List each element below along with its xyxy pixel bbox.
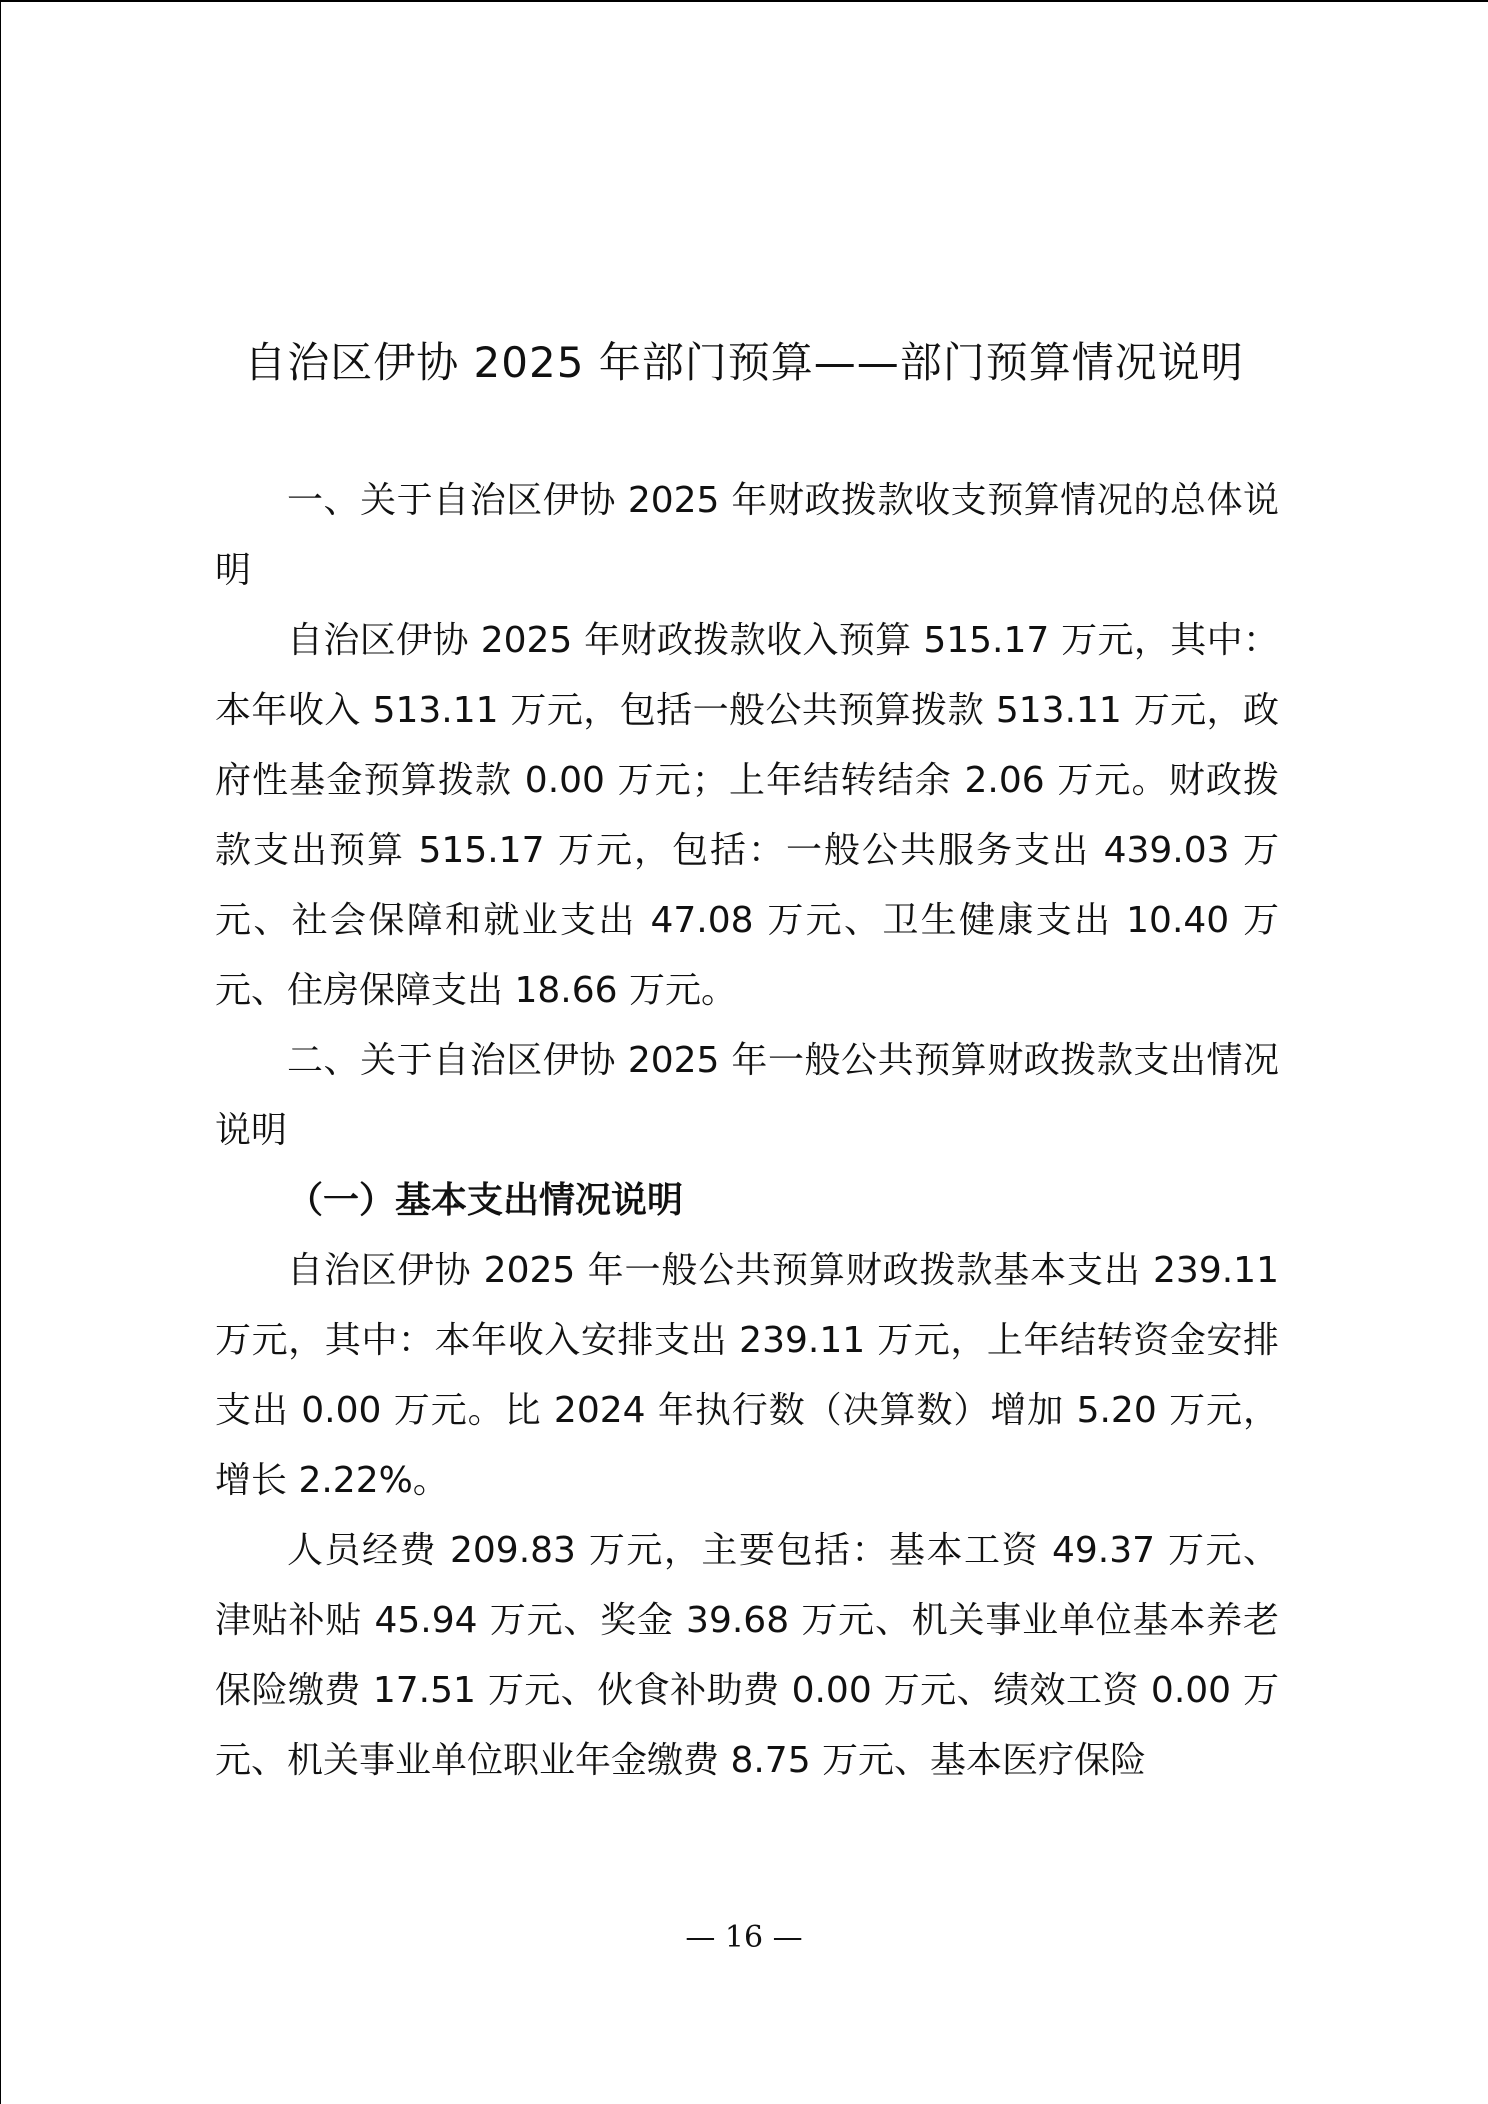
paragraph-basic-expenditure: 自治区伊协 2025 年一般公共预算财政拨款基本支出 239.11 万元，其中：本年收入安排支出 239.11 万元，上年结转资金安排支出 0.00 万元。比 2024 年执行数（决算数）增加 5.20 万元，增长 2.22%。 bbox=[215, 1250, 1279, 1501]
page-title: 自治区伊协 2025 年部门预算——部门预算情况说明 bbox=[244, 338, 1244, 387]
document-body bbox=[215, 466, 1279, 1796]
section-heading-one: 一、关于自治区伊协 2025 年财政拨款收支预算情况的总体说明 bbox=[215, 480, 1279, 591]
paragraph-personnel-costs: 人员经费 209.83 万元，主要包括：基本工资 49.37 万元、津贴补贴 45.94 万元、奖金 39.68 万元、机关事业单位基本养老保险缴费 17.51 万元、伙食补助费 0.00 万元、绩效工资 0.00 万元、机关事业单位职业年金缴费 8.75 万元、基本医疗保险 bbox=[215, 1530, 1279, 1781]
page-number: — 16 — bbox=[685, 1920, 803, 1955]
subheading-basic-expenditure: （一）基本支出情况说明 bbox=[287, 1180, 684, 1221]
section-heading-two: 二、关于自治区伊协 2025 年一般公共预算财政拨款支出情况说明 bbox=[215, 1040, 1279, 1151]
paragraph-revenue-summary: 自治区伊协 2025 年财政拨款收入预算 515.17 万元，其中：本年收入 513.11 万元，包括一般公共预算拨款 513.11 万元，政府性基金预算拨款 0.00 万元；上年结转结余 2.06 万元。财政拨款支出预算 515.17 万元，包括：一般公共服务支出 439.03 万元、社会保障和就业支出 47.08 万元、卫生健康支出 10.40 万元、住房保障支出 18.66 万元。 bbox=[215, 620, 1279, 1011]
